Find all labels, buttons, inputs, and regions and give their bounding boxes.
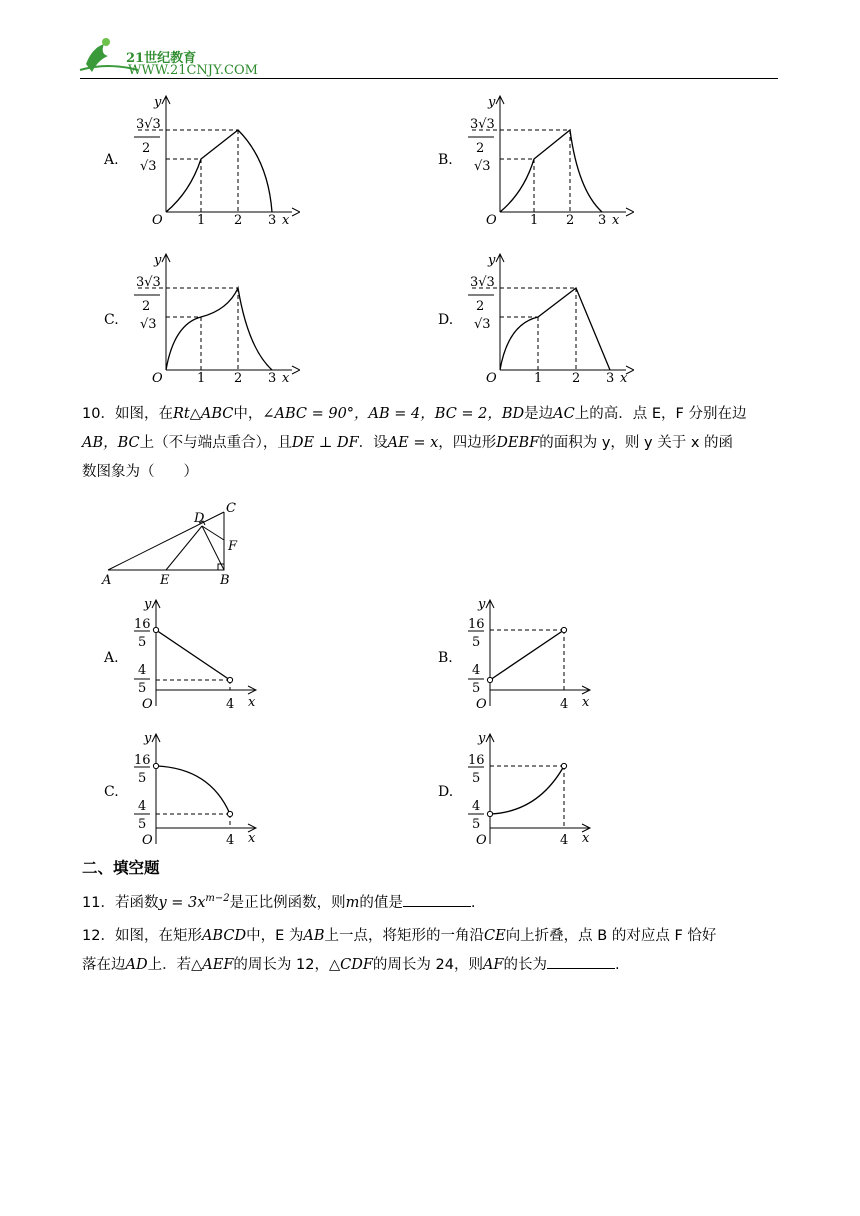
- q10-text: [82, 400, 782, 487]
- x-axis-label: x: [620, 371, 628, 386]
- q11-answer-blank[interactable]: [403, 892, 471, 907]
- y-axis-label: y: [488, 253, 496, 268]
- y-label-top-den: 2: [476, 141, 485, 156]
- x-tick-2: 2: [234, 213, 243, 228]
- svg-text:4: 4: [226, 697, 235, 712]
- svg-text:5: 5: [138, 817, 147, 832]
- x-tick-1: 1: [534, 371, 543, 386]
- svg-text:x: x: [248, 695, 256, 710]
- svg-text:O: O: [142, 697, 153, 712]
- svg-text:y: y: [478, 597, 486, 612]
- q12-line-2: 落在边AD上．若△AEF的周长为 12，△CDF的周长为 24，则AF的长为 .: [82, 951, 782, 980]
- y-label-top-den: 2: [476, 299, 485, 314]
- svg-text:F: F: [228, 539, 238, 554]
- graph-curve: [156, 766, 230, 814]
- q10-line-1: 10．如图，在Rt△ABC中，∠ABC = 90°，AB = 4，BC = 2，BD是边AC上的高．点 E，F 分别在边: [82, 406, 747, 422]
- svg-text:4: 4: [472, 799, 481, 814]
- x-tick-1: 1: [197, 371, 206, 386]
- y-axis-label: y: [488, 95, 496, 110]
- svg-text:y: y: [144, 597, 152, 612]
- origin-label: O: [486, 371, 497, 386]
- axes: [162, 96, 300, 216]
- origin-label: O: [152, 213, 163, 228]
- logo-text: 21世纪教育: [126, 51, 197, 66]
- section-heading-fill-in: 二、填空题: [82, 859, 160, 877]
- svg-text:16: 16: [468, 753, 485, 768]
- svg-text:5: 5: [138, 635, 147, 650]
- svg-text:5: 5: [472, 817, 481, 832]
- y-label-top-den: 2: [142, 141, 151, 156]
- x-tick-1: 1: [530, 213, 539, 228]
- svg-text:y: y: [478, 731, 486, 746]
- y-label-mid: √3: [140, 159, 157, 174]
- y-label-mid: √3: [474, 317, 491, 332]
- y-label-top-num: 3√3: [136, 117, 161, 132]
- svg-text:x: x: [582, 831, 590, 846]
- svg-text:5: 5: [138, 771, 147, 786]
- svg-text:5: 5: [138, 681, 147, 696]
- svg-text:4: 4: [138, 663, 147, 678]
- q9-graph-c: [130, 250, 300, 386]
- q9-option-c-label: C.: [104, 312, 119, 328]
- x-tick-3: 3: [268, 213, 277, 228]
- x-tick-3: 3: [598, 213, 607, 228]
- graph-curve: [166, 130, 272, 212]
- origin-label: O: [486, 213, 497, 228]
- site-logo: [78, 34, 258, 78]
- x-tick-1: 1: [197, 213, 206, 228]
- svg-text:5: 5: [472, 681, 481, 696]
- svg-text:x: x: [248, 831, 256, 846]
- svg-text:A: A: [102, 573, 112, 588]
- svg-text:y: y: [144, 731, 152, 746]
- q9-option-d-label: D.: [438, 312, 454, 328]
- svg-text:4: 4: [472, 663, 481, 678]
- header-rule: [80, 78, 778, 79]
- svg-text:4: 4: [560, 697, 569, 712]
- origin-label: O: [152, 371, 163, 386]
- q9-option-b-label: B.: [438, 152, 453, 168]
- q10-graph-b: [464, 594, 600, 714]
- q10-graph-c: [130, 728, 266, 848]
- q9-graph-b: [464, 92, 634, 228]
- y-label-top-den: 2: [142, 299, 151, 314]
- svg-text:x: x: [582, 695, 590, 710]
- x-tick-3: 3: [606, 371, 615, 386]
- x-tick-2: 2: [572, 371, 581, 386]
- graph-curve: [490, 766, 564, 814]
- svg-text:4: 4: [226, 833, 235, 848]
- y-label-top-num: 3√3: [136, 275, 161, 290]
- svg-text:5: 5: [472, 771, 481, 786]
- graph-line: [490, 630, 564, 680]
- svg-text:16: 16: [134, 753, 151, 768]
- q9-option-a-label: A.: [104, 152, 119, 168]
- q10-graph-d: [464, 728, 600, 848]
- graph-curve: [166, 288, 272, 370]
- svg-text:4: 4: [560, 833, 569, 848]
- svg-text:C: C: [226, 501, 236, 516]
- svg-text:4: 4: [138, 799, 147, 814]
- y-label-top-num: 3√3: [470, 117, 495, 132]
- y-label-mid: √3: [474, 159, 491, 174]
- q10-line-2: AB，BC上（不与端点重合），且DE ⊥ DF．设AE = x，四边形DEBF的面积为 y，则 y 关于 x 的函: [82, 435, 734, 451]
- y-axis-label: y: [154, 95, 162, 110]
- svg-text:D: D: [194, 511, 205, 526]
- q9-graph-d: [464, 250, 634, 386]
- svg-text:16: 16: [468, 617, 485, 632]
- svg-text:E: E: [160, 573, 170, 588]
- svg-text:5: 5: [472, 635, 481, 650]
- x-axis-label: x: [282, 213, 290, 228]
- x-axis-label: x: [282, 371, 290, 386]
- x-tick-2: 2: [234, 371, 243, 386]
- svg-text:O: O: [142, 833, 153, 848]
- q10-option-b-label: B.: [438, 650, 453, 666]
- q10-option-a-label: A.: [104, 650, 119, 666]
- graph-curve: [500, 288, 610, 370]
- q9-graph-a: [130, 92, 300, 228]
- q12-text: [82, 922, 782, 980]
- graph-line: [156, 630, 230, 680]
- q11-text: 11．若函数$y = 3x^{m-2}$是正比例函数，则m的值是 .: [82, 893, 476, 911]
- q12-answer-blank[interactable]: [547, 954, 615, 969]
- y-axis-label: y: [154, 253, 162, 268]
- y-label-mid: √3: [140, 317, 157, 332]
- x-axis-label: x: [612, 213, 620, 228]
- svg-text:O: O: [476, 833, 487, 848]
- q12-line-1: 12．如图，在矩形ABCD中，E 为AB上一点，将矩形的一角沿CE向上折叠，点 B 的对应点 F 恰好: [82, 928, 717, 944]
- svg-text:B: B: [220, 573, 230, 588]
- q10-graph-a: [130, 594, 266, 714]
- q10-triangle-figure: [100, 496, 260, 590]
- svg-text:16: 16: [134, 617, 151, 632]
- q10-line-3: 数图象为（ ）: [82, 464, 198, 480]
- logo-sub: WWW.21CNJY.COM: [128, 63, 258, 78]
- graph-curve: [500, 130, 602, 212]
- x-tick-3: 3: [268, 371, 277, 386]
- y-label-top-num: 3√3: [470, 275, 495, 290]
- q10-option-d-label: D.: [438, 784, 454, 800]
- q10-option-c-label: C.: [104, 784, 119, 800]
- x-tick-2: 2: [566, 213, 575, 228]
- svg-text:O: O: [476, 697, 487, 712]
